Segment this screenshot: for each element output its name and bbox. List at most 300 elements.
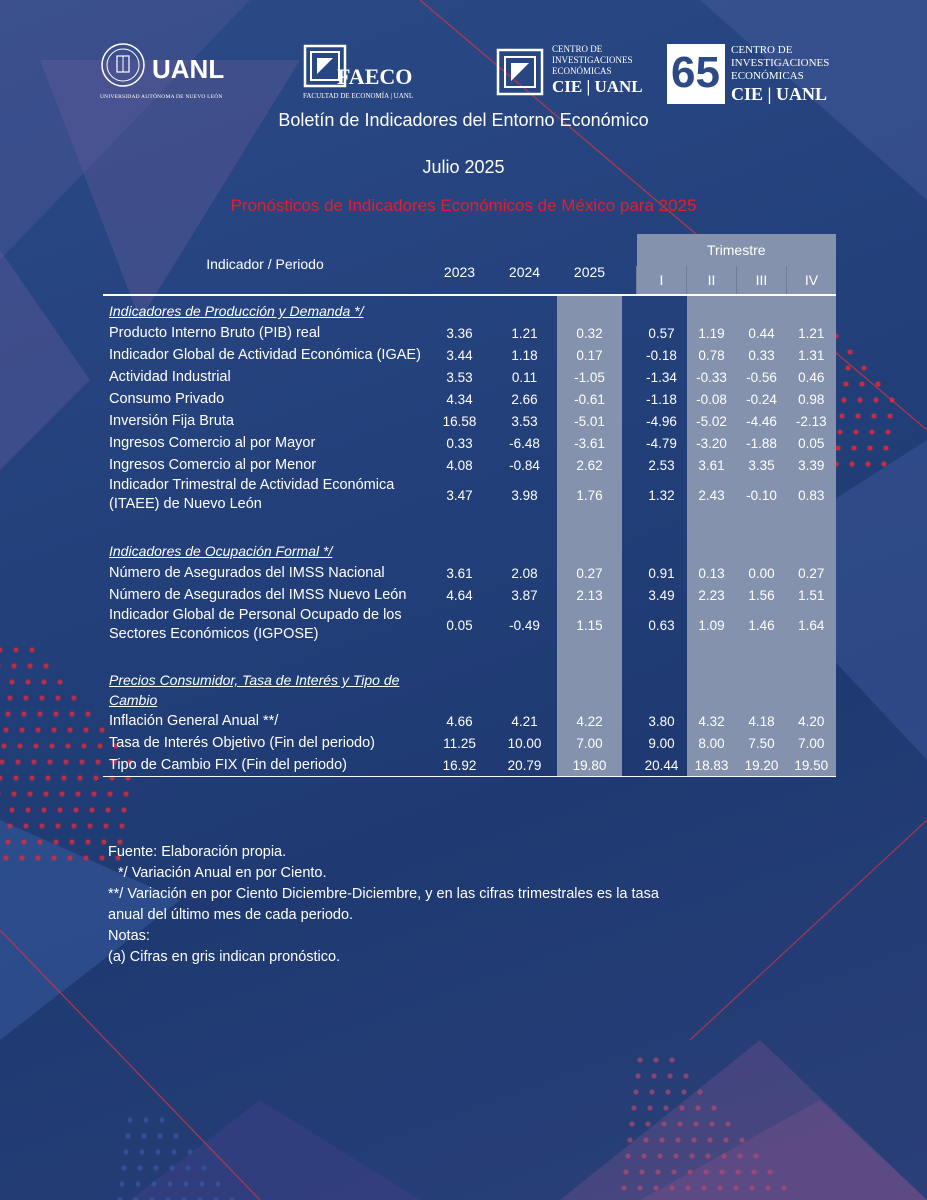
decorative-dot [697, 1089, 702, 1094]
decorative-dot [187, 1149, 192, 1154]
value-cell: 0.57 [648, 325, 675, 341]
decorative-dot [119, 823, 124, 828]
decorative-dot [55, 823, 60, 828]
decorative-dot [41, 807, 46, 812]
decorative-dot [61, 775, 66, 780]
decorative-dot [865, 461, 870, 466]
value-cell: 0.05 [446, 617, 473, 633]
empty-cell [787, 644, 837, 666]
decorative-dot [71, 823, 76, 828]
decorative-dot [677, 1121, 682, 1126]
faeco-caption: FACULTAD DE ECONOMÍA | UANL [303, 92, 414, 100]
value-cell: 7.50 [737, 732, 787, 754]
value-cell: 3.36 [446, 325, 473, 341]
table-row [103, 322, 836, 344]
decorative-dot [59, 791, 64, 796]
decorative-dot [0, 647, 3, 652]
decorative-dot [51, 727, 56, 732]
bulletin-title: Boletín de Indicadores del Entorno Económico [278, 110, 649, 130]
decorative-dot [37, 711, 42, 716]
year-header: 2023 [443, 264, 476, 280]
empty-cell [427, 666, 492, 710]
value-cell: -5.01 [557, 410, 622, 432]
value-cell: -3.61 [557, 432, 622, 454]
value-cell: 3.61 [687, 454, 737, 476]
decorative-dot [35, 727, 40, 732]
decorative-dot [847, 349, 852, 354]
decorative-dot [9, 807, 14, 812]
decorative-dot [645, 1121, 650, 1126]
decorative-dot [663, 1105, 668, 1110]
value-cell: 2.08 [511, 565, 538, 581]
footnotes [108, 842, 668, 968]
decorative-dot [0, 759, 5, 764]
decorative-dot [75, 791, 80, 796]
decorative-dot [739, 1137, 744, 1142]
decorative-dot [45, 775, 50, 780]
faeco-logo [303, 44, 433, 104]
uanl-name: UANL [152, 54, 225, 84]
value-cell: 3.49 [648, 587, 675, 603]
decorative-dot [215, 1181, 220, 1186]
decorative-dot [19, 727, 24, 732]
section-title: Indicadores de Ocupación Formal */ [109, 543, 333, 559]
decorative-dot [121, 807, 126, 812]
decorative-dot [689, 1153, 694, 1158]
value-cell: 3.35 [737, 454, 787, 476]
value-cell: 4.64 [446, 587, 473, 603]
decorative-dot [649, 1089, 654, 1094]
value-cell: -1.05 [557, 366, 622, 388]
decorative-dot [667, 1073, 672, 1078]
decorative-dot [39, 823, 44, 828]
row-gap [622, 388, 637, 410]
value-cell: -1.34 [646, 369, 677, 385]
decorative-dot [861, 365, 866, 370]
value-cell: 3.39 [787, 454, 837, 476]
value-cell: 1.21 [511, 325, 538, 341]
empty-cell [557, 644, 622, 666]
value-cell: 4.66 [446, 713, 473, 729]
value-cell: 0.13 [687, 562, 737, 584]
table-row [103, 388, 836, 410]
decorative-dot [855, 413, 860, 418]
year-header: 2025 [573, 264, 606, 280]
cie65-line1: CENTRO DE [731, 44, 793, 56]
decorative-dot [5, 839, 10, 844]
value-cell: 4.22 [557, 710, 622, 732]
value-cell: -3.20 [687, 432, 737, 454]
section-row [103, 295, 836, 322]
decorative-dot [709, 1121, 714, 1126]
decorative-dot [37, 839, 42, 844]
row-gap [622, 562, 637, 584]
decorative-dot [673, 1153, 678, 1158]
decorative-dot [43, 663, 48, 668]
table-row [103, 410, 836, 432]
decorative-dot [101, 839, 106, 844]
decorative-dot [841, 397, 846, 402]
decorative-dot [857, 397, 862, 402]
indicator-name: Indicador Trimestral de Actividad Económica (ITAEE) de Nuevo León [109, 477, 395, 512]
empty-cell [427, 644, 492, 666]
decorative-dot [11, 663, 16, 668]
value-cell: 3.87 [511, 587, 538, 603]
empty-cell [687, 295, 737, 322]
value-cell: 1.31 [787, 344, 837, 366]
row-gap [622, 710, 637, 732]
table-row [103, 732, 836, 754]
decorative-dot [675, 1137, 680, 1142]
value-cell: 16.92 [442, 757, 477, 773]
decorative-dot [173, 1133, 178, 1138]
value-cell: 3.53 [446, 369, 473, 385]
empty-cell [687, 666, 737, 710]
row-gap [622, 606, 637, 644]
empty-cell [637, 644, 687, 666]
decorative-dot [47, 759, 52, 764]
value-cell: 4.08 [446, 457, 473, 473]
value-cell: 10.00 [507, 735, 542, 751]
decorative-dot [669, 1057, 674, 1062]
value-cell: 0.00 [737, 562, 787, 584]
quarter-header: IV [787, 266, 837, 295]
note-december: **/ Variación en por Ciento Diciembre-Diciembre, y en las cifras trimestrales es la tasa anual del último mes de cada periodo. [108, 886, 659, 923]
decorative-dot [721, 1153, 726, 1158]
table-subtitle: Pronósticos de Indicadores Económicos de México para 2025 [230, 196, 697, 215]
cie65-line3: ECONÓMICAS [731, 70, 804, 82]
decorative-dot [639, 1169, 644, 1174]
value-cell: 2.13 [557, 584, 622, 606]
section-row [103, 536, 836, 562]
uanl-caption: UNIVERSIDAD AUTÓNOMA DE NUEVO LEÓN [100, 94, 223, 100]
value-cell: 0.91 [648, 565, 675, 581]
value-cell: -0.84 [509, 457, 540, 473]
value-cell: 0.78 [687, 344, 737, 366]
bulletin-date: Julio 2025 [422, 157, 505, 177]
decorative-dot [647, 1105, 652, 1110]
decorative-dot [169, 1165, 174, 1170]
note-annual: */ Variación Anual en por Ciento. [118, 865, 327, 881]
value-cell: 18.83 [687, 754, 737, 777]
value-cell: -0.33 [687, 366, 737, 388]
decorative-dot [0, 791, 1, 796]
decorative-dot [873, 397, 878, 402]
cie-65-badge [667, 44, 725, 104]
decorative-dot [751, 1169, 756, 1174]
table-row [103, 344, 836, 366]
header-row [103, 234, 836, 266]
decorative-dot [13, 647, 18, 652]
decorative-dot [51, 855, 56, 860]
decorative-dot [55, 695, 60, 700]
row-gap [622, 644, 637, 666]
value-cell: 0.63 [648, 617, 675, 633]
decorative-dot [73, 807, 78, 812]
decorative-dot [687, 1169, 692, 1174]
empty-cell [492, 644, 557, 666]
decorative-dot [749, 1185, 754, 1190]
decorative-dot [153, 1165, 158, 1170]
empty-cell [492, 666, 557, 710]
decorative-dot [25, 807, 30, 812]
indicator-name: Indicador Global de Personal Ocupado de los Sectores Económicos (IGPOSE) [109, 607, 402, 642]
indicator-name: Número de Asegurados del IMSS Nuevo León [109, 586, 407, 603]
value-cell: 4.34 [446, 391, 473, 407]
decorative-dot [781, 1185, 786, 1190]
row-gap [622, 432, 637, 454]
value-cell: 2.62 [557, 454, 622, 476]
uanl-logo [100, 42, 235, 104]
empty-cell [687, 536, 737, 562]
decorative-dot [107, 791, 112, 796]
empty-cell [687, 644, 737, 666]
empty-cell [492, 514, 557, 536]
decorative-dot [85, 839, 90, 844]
trimestre-header: Trimestre [637, 234, 837, 266]
decorative-dot [21, 839, 26, 844]
empty-cell [737, 295, 787, 322]
value-cell: 0.33 [737, 344, 787, 366]
value-cell: 0.11 [511, 369, 538, 385]
empty-cell [557, 295, 622, 322]
decorative-dot [139, 1149, 144, 1154]
decorative-dot [839, 413, 844, 418]
decorative-dot [31, 759, 36, 764]
value-cell: 0.17 [557, 344, 622, 366]
value-cell: 1.46 [737, 606, 787, 644]
row-gap [622, 514, 637, 536]
value-cell: -1.88 [737, 432, 787, 454]
value-cell: -0.49 [509, 617, 540, 633]
decorative-dot [719, 1169, 724, 1174]
decorative-dot [89, 807, 94, 812]
decorative-dot [141, 1133, 146, 1138]
decorative-dot [631, 1105, 636, 1110]
decorative-dot [849, 461, 854, 466]
decorative-dot [679, 1105, 684, 1110]
empty-cell [557, 666, 622, 710]
value-cell: 3.98 [511, 487, 538, 503]
decorative-dot [733, 1185, 738, 1190]
decorative-dot [887, 413, 892, 418]
decorative-dot [3, 855, 8, 860]
decorative-dot [633, 1089, 638, 1094]
decorative-dot [869, 429, 874, 434]
decorative-dot [49, 743, 54, 748]
decorative-dot [867, 445, 872, 450]
decorative-dot [15, 759, 20, 764]
decorative-dot [81, 743, 86, 748]
decorative-dot [19, 855, 24, 860]
decorative-dot [701, 1185, 706, 1190]
value-cell: 0.27 [787, 562, 837, 584]
indicators-table [103, 234, 836, 777]
decorative-dot [885, 429, 890, 434]
decorative-dot [871, 413, 876, 418]
decorative-dot [91, 791, 96, 796]
decorative-dot [11, 791, 16, 796]
empty-cell [492, 295, 557, 322]
decorative-dot [103, 823, 108, 828]
note-forecast: (a) Cifras en gris indican pronóstico. [108, 949, 341, 965]
decorative-dot [119, 1181, 124, 1186]
indicator-name: Producto Interno Bruto (PIB) real [109, 324, 321, 341]
value-cell: 19.80 [557, 754, 622, 777]
value-cell: 2.53 [648, 457, 675, 473]
decorative-dot [707, 1137, 712, 1142]
decorative-dot [41, 679, 46, 684]
decorative-dot [853, 429, 858, 434]
table-row [103, 606, 836, 644]
decorative-dot [621, 1185, 626, 1190]
decorative-dot [201, 1165, 206, 1170]
spacer-row [103, 644, 836, 666]
decorative-dot [69, 839, 74, 844]
empty-cell [557, 514, 622, 536]
decorative-dot [7, 823, 12, 828]
indicator-name: Inversión Fija Bruta [109, 412, 234, 429]
row-gap [622, 476, 637, 514]
decorative-dot [659, 1137, 664, 1142]
decorative-dot [123, 1149, 128, 1154]
decorative-dot [69, 711, 74, 716]
empty-cell [687, 514, 737, 536]
spacer-cell [103, 514, 427, 536]
decorative-dot [695, 1105, 700, 1110]
decorative-dot [29, 775, 34, 780]
value-cell: -0.10 [737, 476, 787, 514]
value-cell: 9.00 [648, 735, 675, 751]
row-gap [622, 366, 637, 388]
empty-cell [557, 536, 622, 562]
empty-cell [427, 514, 492, 536]
value-cell: 20.79 [507, 757, 542, 773]
decorative-dot [875, 381, 880, 386]
indicator-name: Actividad Industrial [109, 368, 231, 385]
decorative-dot [143, 1117, 148, 1122]
value-cell: 19.20 [737, 754, 787, 777]
decorative-dot [711, 1105, 716, 1110]
row-gap [622, 732, 637, 754]
decorative-dot [43, 791, 48, 796]
decorative-dot [637, 1057, 642, 1062]
decorative-dot [167, 1181, 172, 1186]
decorative-dot [661, 1121, 666, 1126]
empty-cell [737, 644, 787, 666]
value-cell: 3.53 [511, 413, 538, 429]
decorative-dot [123, 791, 128, 796]
decorative-dot [83, 855, 88, 860]
value-cell: 1.51 [787, 584, 837, 606]
decorative-dot [199, 1181, 204, 1186]
cie-emblem-icon [496, 48, 544, 96]
decorative-dot [157, 1133, 162, 1138]
value-cell: -5.02 [687, 410, 737, 432]
value-cell: -1.18 [646, 391, 677, 407]
empty-cell [637, 295, 687, 322]
decorative-dot [623, 1169, 628, 1174]
table-row [103, 454, 836, 476]
table-row [103, 710, 836, 732]
decorative-dot [99, 855, 104, 860]
value-cell: -2.13 [787, 410, 837, 432]
cie65-name: CIE | UANL [731, 84, 827, 104]
value-cell: 3.80 [648, 713, 675, 729]
value-cell: -4.79 [646, 435, 677, 451]
value-cell: 19.50 [787, 754, 837, 777]
decorative-dot [79, 759, 84, 764]
decorative-dot [635, 1073, 640, 1078]
decorative-dot [23, 695, 28, 700]
value-cell: 4.21 [511, 713, 538, 729]
empty-cell [787, 514, 837, 536]
indicator-name: Número de Asegurados del IMSS Nacional [109, 564, 385, 581]
decorative-dot [57, 679, 62, 684]
value-cell: 4.18 [737, 710, 787, 732]
decorative-dot [843, 381, 848, 386]
decorative-dot [845, 365, 850, 370]
decorative-dot [723, 1137, 728, 1142]
faeco-name: FAECO [337, 64, 413, 89]
row-gap [622, 754, 637, 777]
decorative-dot [653, 1185, 658, 1190]
decorative-dot [691, 1137, 696, 1142]
row-gap [622, 322, 637, 344]
decorative-dot [87, 823, 92, 828]
decorative-dot [671, 1169, 676, 1174]
table-row [103, 754, 836, 777]
empty-cell [492, 536, 557, 562]
decorative-dot [737, 1153, 742, 1158]
indicator-name: Ingresos Comercio al por Menor [109, 456, 317, 473]
decorative-dot [95, 759, 100, 764]
decorative-dot [135, 1181, 140, 1186]
decorative-dot [25, 679, 30, 684]
decorative-dot [717, 1185, 722, 1190]
value-cell: 3.61 [446, 565, 473, 581]
value-cell: -4.96 [646, 413, 677, 429]
value-cell: 2.43 [687, 476, 737, 514]
decorative-dot [1, 743, 6, 748]
decorative-dot [151, 1181, 156, 1186]
decorative-dot [683, 1073, 688, 1078]
decorative-dot [57, 807, 62, 812]
value-cell: 1.21 [787, 322, 837, 344]
spacer-cell [103, 644, 427, 666]
decorative-dot [53, 839, 58, 844]
empty-cell [737, 666, 787, 710]
decorative-dot [681, 1089, 686, 1094]
section-title: Indicadores de Producción y Demanda */ [109, 303, 364, 319]
decorative-dot [77, 775, 82, 780]
source-note: Fuente: Elaboración propia. [108, 844, 287, 860]
decorative-dot [63, 759, 68, 764]
decorative-dot [705, 1153, 710, 1158]
decorative-dot [837, 429, 842, 434]
decorative-dot [835, 445, 840, 450]
decorative-dot [105, 807, 110, 812]
decorative-dot [643, 1137, 648, 1142]
value-cell: 0.05 [787, 432, 837, 454]
decorative-dot [85, 711, 90, 716]
section-row [103, 666, 836, 710]
indicator-name: Inflación General Anual **/ [109, 712, 279, 729]
value-cell: 8.00 [687, 732, 737, 754]
decorative-dot [17, 743, 22, 748]
decorative-dot [851, 445, 856, 450]
value-cell: 1.32 [648, 487, 675, 503]
